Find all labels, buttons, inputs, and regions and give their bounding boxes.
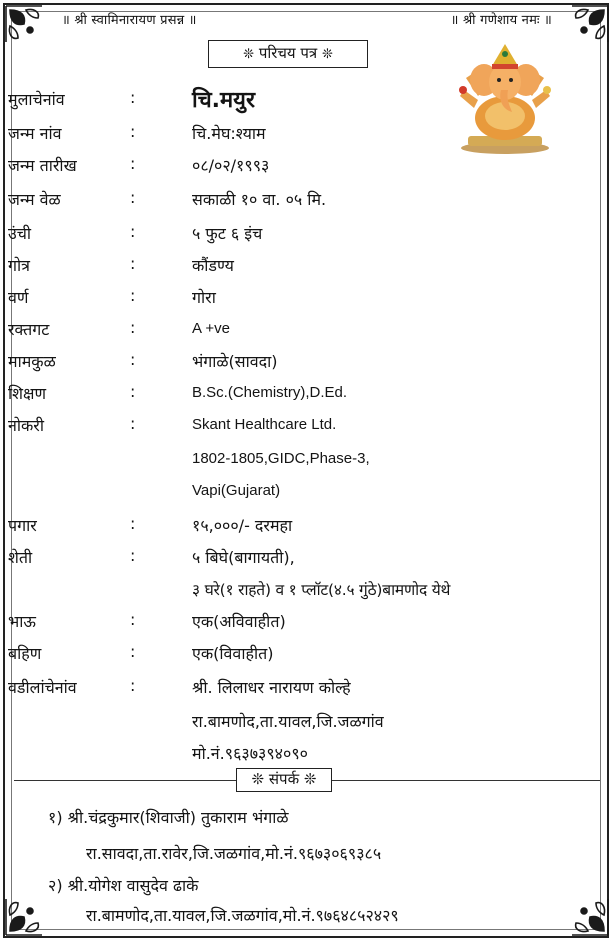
detail-value: रा.बामणोद,ता.यावल,जि.जळगांव <box>192 712 384 731</box>
detail-value: ५ बिघे(बागायती), <box>192 548 295 567</box>
detail-colon: : <box>130 414 136 433</box>
contact-heading: संपर्क <box>268 770 300 788</box>
detail-colon: : <box>130 382 136 401</box>
detail-colon: : <box>130 676 136 695</box>
detail-row <box>0 84 614 116</box>
detail-row <box>0 574 614 606</box>
detail-value: चि.मयुर <box>192 88 255 113</box>
detail-row <box>0 346 614 378</box>
detail-label: बहिण <box>8 644 42 663</box>
detail-colon: : <box>130 514 136 533</box>
detail-row <box>0 378 614 410</box>
detail-row <box>0 638 614 670</box>
detail-value: B.Sc.(Chemistry),D.Ed. <box>192 384 348 401</box>
detail-label: जन्म वेळ <box>8 190 61 209</box>
detail-label: वर्ण <box>8 288 29 307</box>
detail-row <box>0 606 614 638</box>
detail-label: शेती <box>8 548 33 567</box>
detail-value: ०८/०२/१९९३ <box>192 156 270 175</box>
detail-label: वडीलांचेनांव <box>8 678 77 697</box>
detail-row <box>0 150 614 182</box>
detail-row <box>0 510 614 542</box>
detail-label: पगार <box>8 516 37 535</box>
detail-value: 1802-1805,GIDC,Phase-3, <box>192 450 370 467</box>
detail-colon: : <box>130 546 136 565</box>
detail-row <box>0 118 614 150</box>
detail-colon: : <box>130 154 136 173</box>
contact-heading-box <box>236 768 332 792</box>
detail-value: कौंडण्य <box>192 256 234 275</box>
detail-value: एक(अविवाहीत) <box>192 612 286 631</box>
detail-label: शिक्षण <box>8 384 47 403</box>
right-blessing: ॥ श्री गणेशाय नमः ॥ <box>450 13 552 28</box>
detail-value: मो.नं.९६३७३९४०९० <box>192 744 308 763</box>
detail-value: Vapi(Gujarat) <box>192 482 281 499</box>
detail-row <box>0 476 614 508</box>
detail-label: नोकरी <box>8 416 45 435</box>
title-ornament-left: ❊ <box>243 47 255 62</box>
detail-value: गोरा <box>192 288 216 307</box>
sampark-divider-right <box>332 780 600 781</box>
detail-label: गोत्र <box>8 256 30 275</box>
detail-colon: : <box>130 254 136 273</box>
detail-colon: : <box>130 642 136 661</box>
contact-ornament-right: ❊ <box>303 770 317 788</box>
detail-colon: : <box>130 318 136 337</box>
detail-row <box>0 184 614 216</box>
detail-value: भंगाळे(सावदा) <box>192 352 278 371</box>
floral-corner-icon <box>566 2 612 48</box>
page-title: परिचय पत्र <box>258 44 318 62</box>
detail-label: रक्तगट <box>8 320 50 339</box>
detail-value: १५,०००/- दरमहा <box>192 516 293 535</box>
detail-value: ३ घरे(१ राहते) व १ प्लॉट(४.५ गुंठे)बामणोद येथे <box>192 581 451 599</box>
detail-label: मुलाचेनांव <box>8 90 65 109</box>
detail-label: जन्म तारीख <box>8 156 77 175</box>
detail-row <box>0 282 614 314</box>
detail-value: एक(विवाहीत) <box>192 644 274 663</box>
detail-colon: : <box>130 222 136 241</box>
detail-row <box>0 542 614 574</box>
floral-corner-icon <box>566 893 612 939</box>
contact-2-address: रा.बामणोद,ता.यावल,जि.जळगांव,मो.नं.९७६४८५२४२९ <box>86 906 399 925</box>
contact-1-address: रा.सावदा,ता.रावेर,जि.जळगांव,मो.नं.९६७३०६९३८५ <box>86 844 382 863</box>
contact-1-name: १) श्री.चंद्रकुमार(शिवाजी) तुकाराम भंगाळे <box>48 808 289 827</box>
detail-row <box>0 218 614 250</box>
detail-row <box>0 250 614 282</box>
detail-label: जन्म नांव <box>8 124 62 143</box>
detail-value: Skant Healthcare Ltd. <box>192 416 337 433</box>
floral-corner-icon <box>2 893 48 939</box>
floral-corner-icon <box>2 2 48 48</box>
title-ornament-right: ❊ <box>321 47 333 62</box>
detail-colon: : <box>130 350 136 369</box>
detail-colon: : <box>130 88 136 107</box>
title-box <box>208 40 368 68</box>
detail-row <box>0 410 614 442</box>
detail-row <box>0 738 614 770</box>
detail-colon: : <box>130 122 136 141</box>
detail-label: भाऊ <box>8 612 36 631</box>
detail-colon: : <box>130 188 136 207</box>
detail-label: उंची <box>8 224 32 243</box>
detail-row <box>0 672 614 704</box>
detail-value: A +ve <box>192 320 230 337</box>
contact-ornament-left: ❊ <box>251 770 265 788</box>
detail-label: मामकुळ <box>8 352 56 371</box>
detail-value: श्री. लिलाधर नारायण कोल्हे <box>192 678 351 697</box>
left-blessing: ॥ श्री स्वामिनारायण प्रसन्न ॥ <box>62 13 197 28</box>
detail-row <box>0 706 614 738</box>
detail-value: सकाळी १० वा. ०५ मि. <box>192 190 327 209</box>
detail-colon: : <box>130 610 136 629</box>
sampark-divider-left <box>14 780 236 781</box>
detail-value: ५ फुट ६ इंच <box>192 224 263 243</box>
contact-2-name: २) श्री.योगेश वासुदेव ढाके <box>48 876 199 895</box>
detail-row <box>0 314 614 346</box>
detail-colon: : <box>130 286 136 305</box>
detail-value: चि.मेघ:श्याम <box>192 124 266 143</box>
detail-row <box>0 444 614 476</box>
